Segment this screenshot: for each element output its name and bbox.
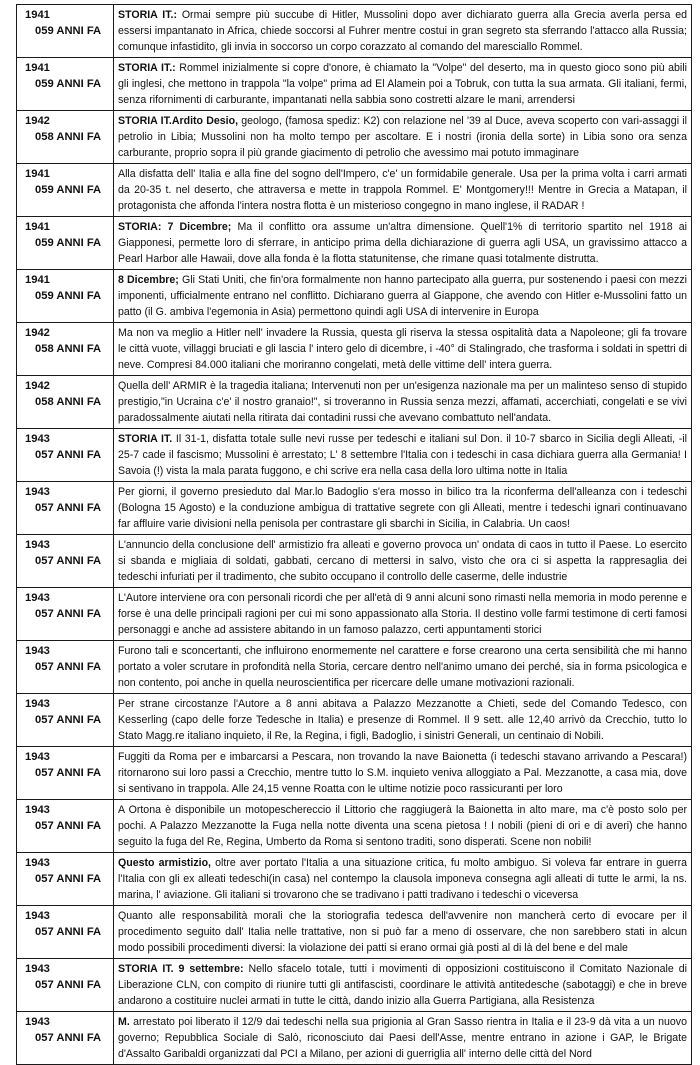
years-ago-label: 057 ANNI FA [35,979,102,991]
entry-text: geologo, (famosa spediz: K2) con relazione nel '39 al Duce, aveva scoperto con vari-assaggi il petrolio in Libia; Mussolini non ha molto tempo per ascoltare. E i nostri (ironia della sorte) in Libia sono ora senza carburante, proprio sopra il più grande giacimento di petrolio che avessimo mai potuto immaginare [118,115,687,159]
table-row [17,58,692,111]
date-cell [17,747,114,800]
table-row [17,588,692,641]
date-cell [17,270,114,323]
table-row [17,694,692,747]
date-cell [17,959,114,1012]
year-label: 1943 [25,486,50,498]
table-row [17,270,692,323]
entry-heading: 8 Dicembre; [118,274,179,286]
year-label: 1943 [25,539,50,551]
years-ago-label: 058 ANNI FA [35,396,102,408]
entry-text: Quella dell' ARMIR è la tragedia italiana; Intervenuti non per un'esigenza nazionale ma per un malinteso senso di stupido prestigio,"in Ucraina c'e' il nostro granaio!", si troveranno in Russia senza mezzi, affamati, accerchiati, congelati e se vivi paradossalmente aiutati nella ritirata dai contadini russi che avevano combattuto nell'andata. [118,380,687,424]
table-row [17,800,692,853]
years-ago-label: 059 ANNI FA [35,290,102,302]
year-label: 1943 [25,592,50,604]
year-label: 1942 [25,380,50,392]
entry-text: Nello sfacelo totale, tutti i movimenti di opposizioni costituiscono il Comitato Nazionale di Liberazione CLN, con compito di riunire tutti gli antifascisti, coordinare le attività antitedesche (sabotaggi) e che in breve andarono a costituire nuclei armati in tutte le città, dando inizio alla Guerra Partigiana, alla Resistenza [118,963,687,1007]
year-label: 1943 [25,698,50,710]
timeline-rows [17,5,692,1065]
years-ago-label: 059 ANNI FA [35,237,102,249]
year-label: 1941 [25,274,50,286]
entry-text: Furono tali e sconcertanti, che influirono enormemente nel carattere e forse crearono una certa sensibilità che mi hanno portato a voler scrutare in profondità nella Storia, cercare dentro nell'animo umano dei perché, sia in forma psicologica e non contento, poi anche in quella neuroscientifica per ricercare delle umane motivazioni razionali. [118,645,687,689]
year-label: 1943 [25,857,50,869]
table-row [17,535,692,588]
entry-text: Per strane circostanze l'Autore a 8 anni abitava a Palazzo Mezzanotte a Chieti, sede del Comando Tedesco, con Kesserling (capo delle forze Tedesche in Italia) e presenze di Rommel. Il 9 sett. alle 12,40 arrivò da Crecchio, tutto lo Stato Magg.re italiano inquieto, il Re, la Regina, i figli, Badoglio, i sinistri Generali, un centinaio di Nobili. [118,698,687,742]
table-row [17,5,692,58]
history-text-cell [114,959,692,1012]
table-row [17,217,692,270]
date-cell [17,111,114,164]
history-text-cell [114,270,692,323]
years-ago-label: 058 ANNI FA [35,343,102,355]
year-label: 1941 [25,62,50,74]
table-row [17,111,692,164]
history-text-cell [114,323,692,376]
years-ago-label: 059 ANNI FA [35,25,102,37]
table-row [17,482,692,535]
history-text-cell [114,535,692,588]
year-label: 1943 [25,433,50,445]
entry-heading: STORIA IT.: [118,9,177,21]
year-label: 1941 [25,168,50,180]
history-text-cell [114,376,692,429]
entry-text: L'annuncio della conclusione dell' armistizio fra alleati e governo provoca un' ondata di caos in tutto il Paese. Lo esercito si sbanda e migliaia di soldati, gabbati, cercano di mettersi in salvo, visto che ora ci si aspetta la rappresaglia dei tedeschi infuriati per il tradimento, che subito occupano il controllo delle caserme, delle industrie [118,539,687,583]
date-cell [17,5,114,58]
entry-text: Il 31-1, disfatta totale sulle nevi russe per tedeschi e italiani sul Don. il 10-7 sbarco in Sicilia degli Alleati, -il 25-7 cade il fascismo; Mussolini è arrestato; L' 8 settembre l'Italia con i tedeschi in casa dichiara guerra alla Germania! I Savoia (!) vista la mala parata fuggono, e chi scrive era nella casa della loro ultima notte in Italia [118,433,687,477]
date-cell [17,800,114,853]
history-text-cell [114,853,692,906]
entry-text: Ormai sempre più succube di Hitler, Mussolini dopo aver dichiarato guerra alla Grecia averla persa ed essersi impantanato in Africa, chiede soccorsi al Fuhrer mentre costui in gran segreto sta sferrando l'attacco alla Russia; comunque infastidito, gli invia in soccorso un corpo corazzato al comando del maresciallo Rommel. [118,9,687,53]
years-ago-label: 057 ANNI FA [35,1032,102,1044]
entry-text: Ma il conflitto ora assume un'altra dimensione. Quell'1% di territorio spartito nel 1918 ai Giapponesi, permette loro di sferrare, in anticipo prima della dichiarazione di guerra agli USA, un gravissimo attacco a Pearl Harbor alle Hawaii, dove alla fonda è la flotta statunitense, che rimane quasi totalmente distrutta. [118,221,687,265]
history-timeline-table [16,4,692,1065]
history-text-cell [114,217,692,270]
date-cell [17,694,114,747]
year-label: 1943 [25,751,50,763]
table-row [17,164,692,217]
year-label: 1941 [25,221,50,233]
entry-heading: Questo armistizio, [118,857,212,869]
entry-heading: STORIA IT. 9 settembre: [118,963,244,975]
years-ago-label: 057 ANNI FA [35,661,102,673]
date-cell [17,429,114,482]
table-row [17,959,692,1012]
table-row [17,747,692,800]
year-label: 1943 [25,645,50,657]
date-cell [17,1012,114,1065]
history-text-cell [114,641,692,694]
years-ago-label: 059 ANNI FA [35,184,102,196]
years-ago-label: 057 ANNI FA [35,714,102,726]
years-ago-label: 057 ANNI FA [35,873,102,885]
table-row [17,1012,692,1065]
year-label: 1942 [25,115,50,127]
entry-text: Per giorni, il governo presieduto dal Mar.lo Badoglio s'era mosso in bilico tra la riconferma dell'alleanza con i tedeschi (Bologna 15 Agosto) e la conduzione ambigua di trattative segrete con gli Alleati, mentre i tedeschi ignari continuavano far affluire varie divisioni nella penisola per contrastare gli sbarchi in Sicilia, in Calabria. Un caos! [118,486,687,530]
year-label: 1943 [25,804,50,816]
years-ago-label: 057 ANNI FA [35,608,102,620]
years-ago-label: 059 ANNI FA [35,78,102,90]
entry-text: oltre aver portato l'Italia a una situazione critica, fu molto ambiguo. Si voleva far entrare in guerra l'Italia con gli ex alleati tedeschi(in casa) nel contempo la clausola imponeva consegna agli alleati di tutte le armi, la ns. marina, l' aviazione. Gli italiani si trovarono che se tradivano i patti tradivano i tedeschi o viceversa [118,857,687,901]
years-ago-label: 057 ANNI FA [35,555,102,567]
date-cell [17,376,114,429]
entry-text: Rommel inizialmente si copre d'onore, è chiamato la "Volpe" del deserto, ma in questo gioco sono più abili gli inglesi, che mettono in trappola "la volpe" prima ad El Alamein poi a Tobruk, con tutta la sua armata. Gli italiani, fermi, senza rifornimenti di carburante, impantanati nella sabbia sono costretti alzare le mani, arrendersi [118,62,687,106]
years-ago-label: 057 ANNI FA [35,926,102,938]
date-cell [17,906,114,959]
table-row [17,323,692,376]
history-text-cell [114,1012,692,1065]
years-ago-label: 057 ANNI FA [35,502,102,514]
table-row [17,641,692,694]
years-ago-label: 057 ANNI FA [35,767,102,779]
entry-heading: STORIA IT.Ardito Desio, [118,115,239,127]
history-table-page [16,4,692,1065]
entry-text: Alla disfatta dell' Italia e alla fine del sogno dell'Impero, c'e' un formidabile generale. Usa per la prima volta i carri armati da 20-35 t. nel deserto, che attraversa e mette in trappola Rommel. E' Montgomery!!! Mentre in Grecia a Matapan, il protagonista che affonda l'intera nostra flotta è un misterioso congegno in mano inglese, il RADAR ! [118,168,687,212]
table-row [17,429,692,482]
history-text-cell [114,429,692,482]
table-row [17,853,692,906]
entry-heading: STORIA IT. [118,433,173,445]
date-cell [17,217,114,270]
entry-text: Quanto alle responsabilità morali che la storiografia tedesca dell'avvenire non mancherà certo di evocare per il procedimento seguito dall' Italia nelle trattative, non si può far a meno di osservare, che non sarebbero stati in alcun modo possibili procedimenti diversi: la violazione dei patti si erano ormai già posti al di là del bene e del male [118,910,687,954]
entry-text: Gli Stati Uniti, che fin'ora formalmente non hanno partecipato alla guerra, pur sostenendo i paesi con mezzi imponenti, ufficialmente entrano nel conflitto. Dichiarano guerra al Giappone, che avendo con Hitler e-Mussolini fatto un patto (il G. ambiva l'egemonia in Asia) permettono quindi agli USA di intervenire in Europa [118,274,687,318]
entry-text: arrestato poi liberato il 12/9 dai tedeschi nella sua prigionia al Gran Sasso rientra in Italia e il 23-9 dà vita a un nuovo governo; Repubblica Sociale di Salò, riconosciuto dai Paesi dell'Asse, mentre entrano in azione i GAP, le Brigate d'Assalto Garibaldi organizzati dal PCI a Milano, per azioni di guerriglia all' interno delle città del Nord [118,1016,687,1060]
date-cell [17,482,114,535]
history-text-cell [114,694,692,747]
date-cell [17,853,114,906]
entry-text: L'Autore interviene ora con personali ricordi che per all'età di 9 anni alcuni sono rimasti nella memoria in modo perenne e forse è una delle principali ragioni per cui mi sono appassionato alla Storia. Il destino volle farmi testimone di certi famosi personaggi e anche ad assistere abitando in un famoso palazzo, certi appuntamenti storici [118,592,687,636]
history-text-cell [114,164,692,217]
entry-text: Ma non va meglio a Hitler nell' invadere la Russia, questa gli riserva la stessa ospitalità data a Napoleone; gli fa trovare le città vuote, villaggi bruciati e gli lascia l' intero gelo di dicembre, i -40° di Stalingrado, che trasforma i soldati in spettri di neve. Compresi 84.000 italiani che moriranno congelati, metà delle vittime dell' intera guerra. [118,327,687,371]
table-row [17,906,692,959]
year-label: 1941 [25,9,50,21]
history-text-cell [114,588,692,641]
history-text-cell [114,5,692,58]
date-cell [17,164,114,217]
years-ago-label: 057 ANNI FA [35,820,102,832]
history-text-cell [114,482,692,535]
years-ago-label: 057 ANNI FA [35,449,102,461]
date-cell [17,323,114,376]
year-label: 1943 [25,1016,50,1028]
date-cell [17,58,114,111]
year-label: 1942 [25,327,50,339]
history-text-cell [114,747,692,800]
year-label: 1943 [25,963,50,975]
entry-text: A Ortona è disponibile un motopeschereccio il Littorio che raggiugerà la Baionetta in alto mare, ma c'è posto solo per pochi. A Palazzo Mezzanotte la Fuga nella notte diventa una scena pietosa ! I nobili (pieni di ori e di averi) che hanno seguito la fuga del Re, Regina, Umberto da Roma si sentono traditi, sono disperati. Scene non nobili! [118,804,687,848]
date-cell [17,588,114,641]
entry-heading: STORIA: 7 Dicembre; [118,221,232,233]
years-ago-label: 058 ANNI FA [35,131,102,143]
history-text-cell [114,111,692,164]
history-text-cell [114,58,692,111]
history-text-cell [114,800,692,853]
date-cell [17,535,114,588]
entry-text: Fuggiti da Roma per e imbarcarsi a Pescara, non trovando la nave Baionetta (i tedeschi stavano arrivando a Pescara!) ritornarono sui loro passi a Crecchio, mentre tutto lo S.M. inquieto veniva alloggiato a Pal. Mezzanotte, a casa mia, dove si sentivano in trappola. Alle 24,15 venne Roatta con le ultime notizie poco rassicuranti per loro [118,751,687,795]
table-row [17,376,692,429]
year-label: 1943 [25,910,50,922]
entry-heading: STORIA IT.: [118,62,176,74]
history-text-cell [114,906,692,959]
entry-heading: M. [118,1016,130,1028]
date-cell [17,641,114,694]
